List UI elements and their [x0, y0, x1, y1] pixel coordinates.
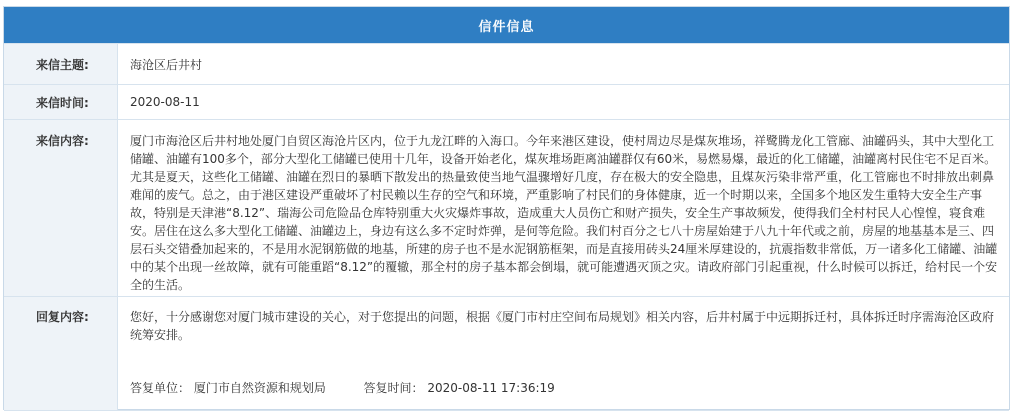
time-row	[4, 84, 1009, 119]
panel-header	[4, 7, 1009, 43]
time-value: 2020-08-11	[130, 95, 200, 109]
reply-text: 您好，十分感谢您对厦门城市建设的关心，对于您提出的问题，根据《厦门市村庄空间布局规划》相关内容，后井村属于中远期拆迁村，具体拆迁时序需海沧区政府统筹安排。	[130, 310, 995, 342]
panel-title: 信件信息	[478, 19, 535, 35]
reply-unit-label: 答复单位：	[130, 381, 191, 395]
reply-body	[118, 297, 1009, 410]
subject-value: 海沧区后井村	[130, 57, 203, 72]
subject-label: 来信主题:	[4, 44, 118, 84]
subject-row	[4, 43, 1009, 84]
reply-time-label: 答复时间：	[363, 381, 424, 395]
letter-info-panel	[3, 6, 1010, 410]
reply-label: 回复内容:	[4, 297, 118, 410]
reply-row	[4, 296, 1009, 411]
content-text: 厦门市海沧区后井村地处厦门自贸区海沧片区内，位于九龙江畔的入海口。今年来港区建设，使村周边尽是煤灰堆场，祥鹭腾龙化工管廊、油罐码头，其中大型化工储罐、油罐有100多个，部分大型化工储罐已使用十几年，设备开始老化，煤灰堆场距离油罐群仅有60米，易燃易爆，最近的化工储罐，油罐离村民住宅不足百米。尤其是夏天，这些化工储罐、油罐在烈日的暴晒下散发出的热量致使当地气温骤增好几度，存在极大的安全隐患，且煤灰污染非常严重，化工管廊也不时排放出刺鼻难闻的废气。总之，由于港区建设严重破坏了村民赖以生存的空气和环境，严重影响了村民们的身体健康，近一个时期以来，全国多个地区发生重特大安全生产事故，特别是天津港“8.12”、瑞海公司危险品仓库特别重大火灾爆炸事故，造成重大人员伤亡和财产损失，安全生产事故频发，使得我们全村村民人心惶惶，寝食难安。居住在这么多大型化工储罐、油罐边上，身边有这么多不定时炸弹，是何等危险。我们村百分之七八十房屋始建于八九十年代或之前，房屋的地基基本是三、四层石头交错叠加起来的，不是用水泥钢筋做的地基，所建的房子也不是水泥钢筋框架，而是直接用砖头24厘米厚建设的，抗震指数非常低，万一诸多化工储罐、油罐中的某个出现一丝故障，就有可能重蹈“8.12”的覆辙，那全村的房子基本都会倒塌，就可能遭遇灭顶之灾。请政府部门引起重视，什么时候可以拆迁，给村民一个安全的生活。	[130, 134, 998, 292]
time-label: 来信时间:	[4, 85, 118, 119]
reply-footer	[130, 379, 555, 397]
reply-unit-value: 厦门市自然资源和规划局	[193, 381, 326, 395]
content-row	[4, 119, 1009, 296]
content-label: 来信内容:	[4, 120, 118, 296]
reply-time-value: 2020-08-11 17:36:19	[427, 381, 555, 395]
